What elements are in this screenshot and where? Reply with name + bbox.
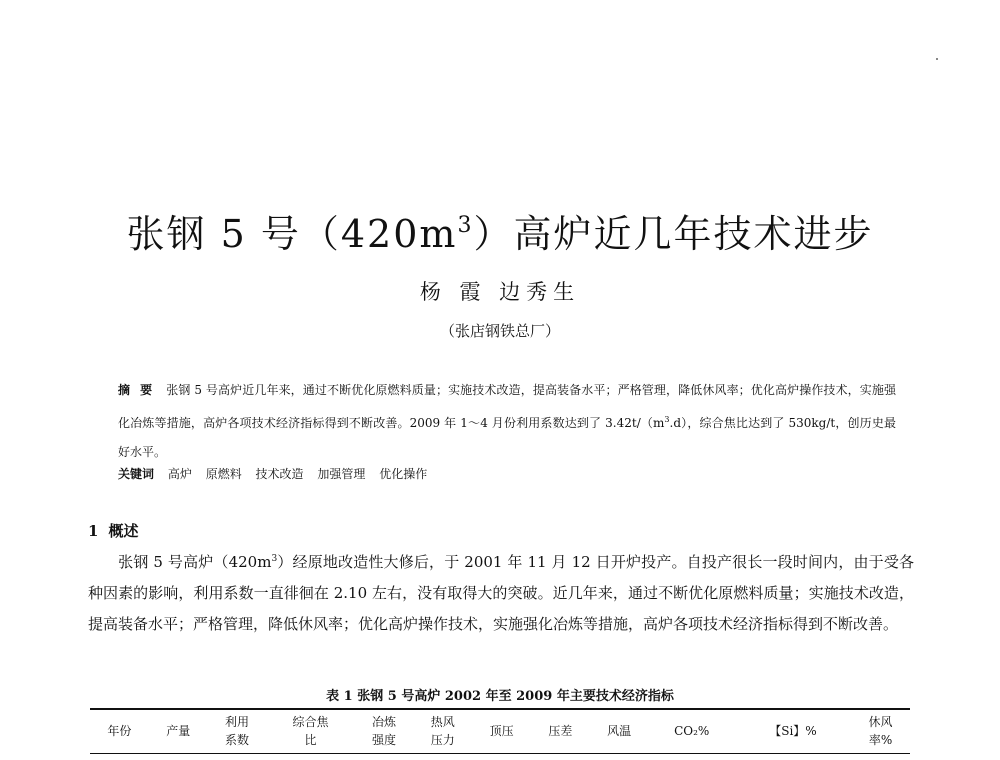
keyword: 高炉	[167, 467, 192, 481]
body-text-2: ）经原地改造性大修后，于 2001 年 11 月 12 日开炉投产。自投产很长一段时间内，由于受各种因素的影响，利用系数一直徘徊在 2.10 左右，没有取得大的突破。近几年来，通过不断优化原燃料质量；实施技术改造，提高装备水平；严格管理，降低休风率；优化高炉操作技术，实施强化冶炼等措施，高炉各项技术经济指标得到不断改善。	[88, 553, 915, 633]
title-superscript: 3	[457, 212, 474, 238]
abstract-superscript: 3	[664, 415, 670, 424]
title-rest: ）高炉近几年技术进步	[473, 212, 874, 257]
table-header-row	[90, 710, 910, 753]
table-header-cell: 【Si】%	[769, 724, 817, 738]
body-text-1: 张钢 5 号高炉（420m	[118, 553, 272, 571]
authors: 杨 霞 边秀生	[419, 280, 581, 304]
indicator-table	[90, 708, 910, 754]
abstract	[118, 376, 896, 467]
table-header-cell: 利用 系数	[224, 715, 249, 747]
body-paragraph	[88, 544, 914, 640]
table-header-cell: 顶压	[489, 724, 514, 738]
title-main: 张钢 5 号（420m	[126, 212, 458, 257]
body-superscript: 3	[271, 554, 278, 564]
abstract-text-1: 张钢 5 号高炉近几年来，通过不断优化原燃料质量；实施技术改造，提高装备水平；严格管理，降低休风率；优化高炉操作技术，实施强化冶炼等措施，高炉各项技术经济指标得到不断改善。2009 年 1～4 月份利用系数达到了 3.42t/（m	[118, 383, 896, 430]
keyword: 原燃料	[205, 467, 242, 481]
section-number: 1	[88, 522, 99, 540]
table-header-cell: 热风 压力	[430, 715, 455, 747]
keywords-label: 关键词	[118, 467, 155, 481]
table-header-cell: 压差	[548, 724, 573, 738]
table-header-cell: 休风 率%	[868, 715, 893, 747]
table-header-cell: 风温	[607, 724, 632, 738]
table-header-cell: 产量	[166, 724, 191, 738]
table-header-cell: CO₂%	[674, 724, 710, 738]
abstract-text-2: .d），综合焦比达到了 530kg/t，创历史最好水平。	[118, 416, 896, 459]
keyword: 技术改造	[255, 467, 304, 481]
keywords	[118, 464, 896, 484]
table-caption: 表 1 张钢 5 号高炉 2002 年至 2009 年主要技术经济指标	[326, 689, 674, 704]
affiliation: （张店钢铁总厂）	[439, 322, 560, 340]
section-title: 概述	[108, 522, 139, 540]
table-header-cell: 综合焦 比	[292, 715, 329, 747]
keyword: 优化操作	[379, 467, 428, 481]
scan-speck	[936, 58, 938, 60]
abstract-label: 摘要	[118, 383, 163, 397]
table-header-cell: 年份	[107, 724, 132, 738]
keyword: 加强管理	[317, 467, 366, 481]
table-header-cell: 冶炼 强度	[371, 715, 396, 747]
paper-title	[0, 203, 1000, 258]
section-heading	[88, 520, 138, 541]
